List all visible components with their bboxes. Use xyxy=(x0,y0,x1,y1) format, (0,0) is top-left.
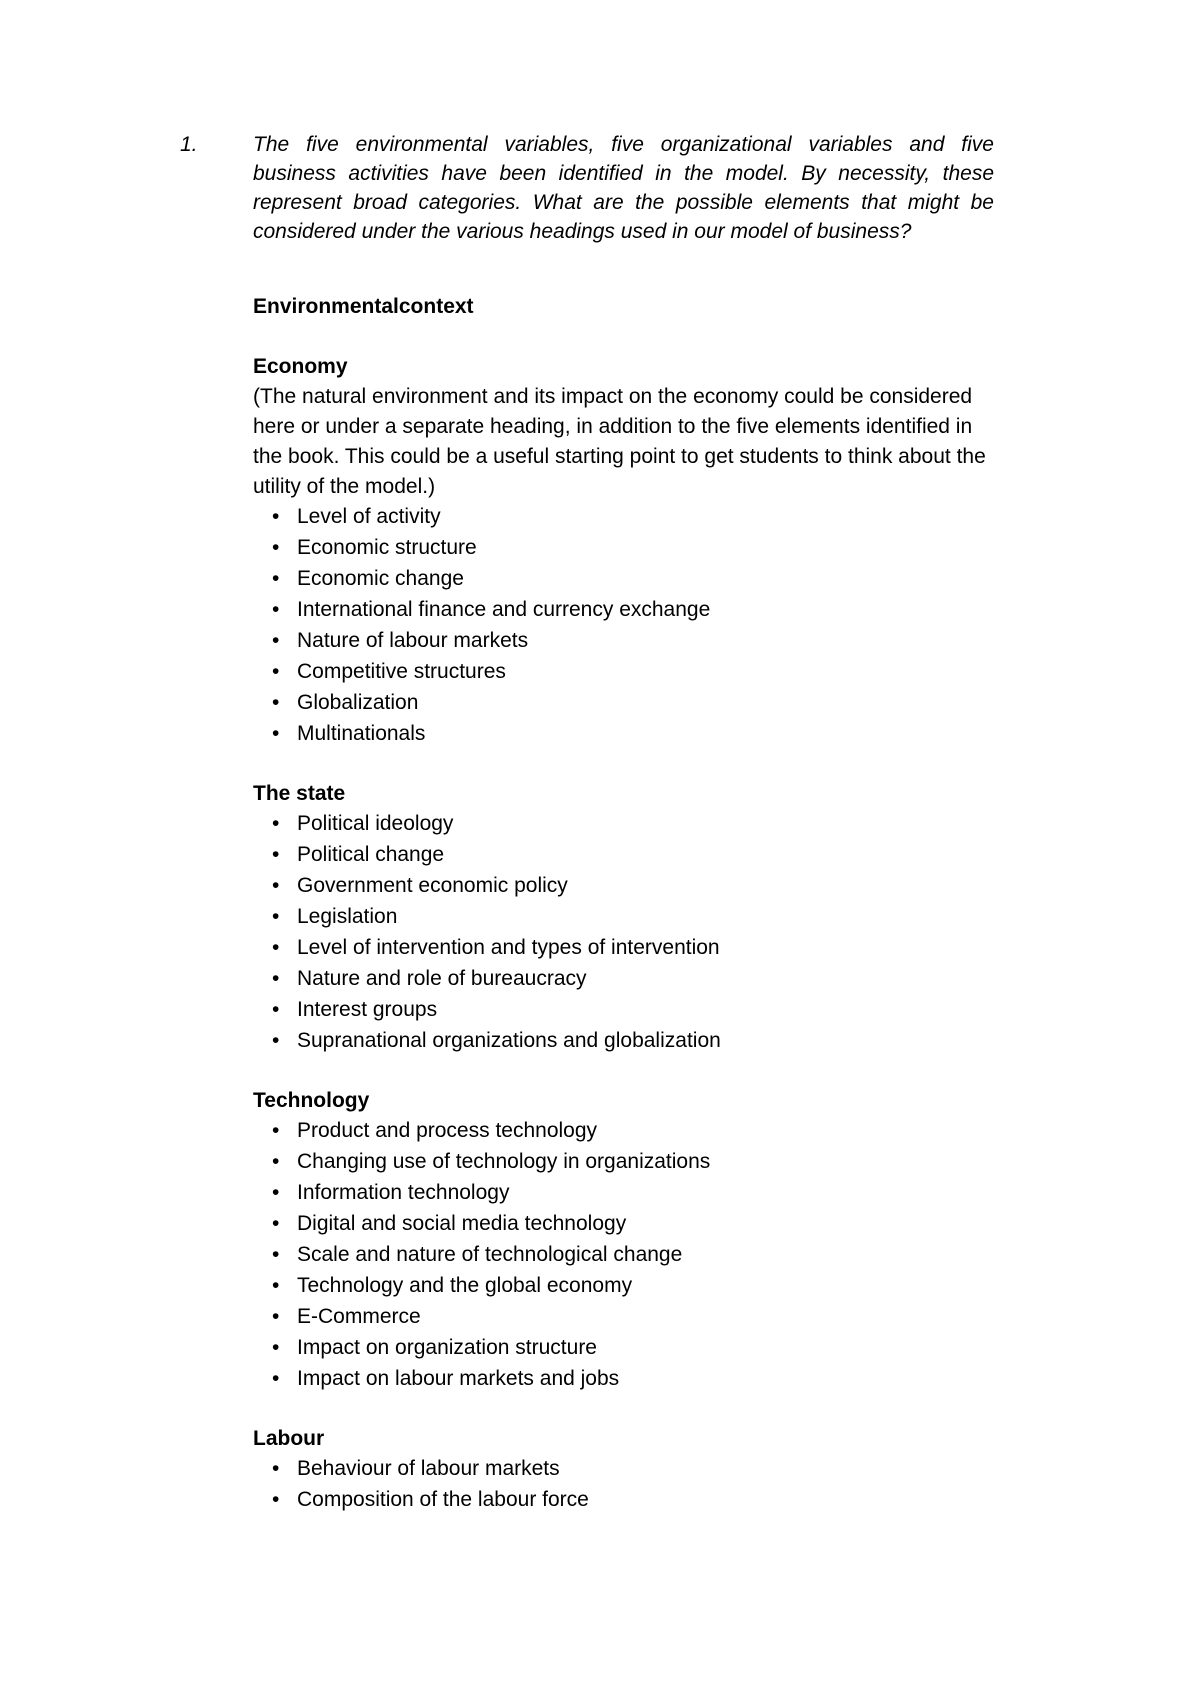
list-item xyxy=(253,1333,994,1363)
list-item xyxy=(253,1485,994,1515)
section-technology xyxy=(253,1086,994,1394)
section-the-state xyxy=(253,779,994,1056)
list-item-text: Technology and the global economy xyxy=(297,1274,633,1297)
bullet-icon: • xyxy=(272,1029,280,1052)
list-item xyxy=(253,1116,994,1146)
heading-environmental-context: Environmentalcontext xyxy=(253,295,474,318)
bullet-icon: • xyxy=(272,691,280,714)
list-item xyxy=(253,595,994,625)
list-item xyxy=(253,1209,994,1239)
list-item xyxy=(253,809,994,839)
list-item-text: Competitive structures xyxy=(297,660,506,683)
list-item-text: Legislation xyxy=(297,905,398,928)
list-item-text: Multinationals xyxy=(297,722,426,745)
bullet-icon: • xyxy=(272,1243,280,1266)
economy-note: (The natural environment and its impact on the economy could be considered here or under a separate heading, in addition to the five elements identified in the book. This could be a useful starting point to get students to think about the utility of the model.) xyxy=(253,385,986,498)
list-item-text: Changing use of technology in organizations xyxy=(297,1150,711,1173)
list-item xyxy=(253,564,994,594)
bullet-icon: • xyxy=(272,1150,280,1173)
list-item-text: Level of intervention and types of intervention xyxy=(297,936,720,959)
heading-technology: Technology xyxy=(253,1089,370,1112)
list-item xyxy=(253,964,994,994)
list-item xyxy=(253,657,994,687)
list-item xyxy=(253,502,994,532)
economy-list xyxy=(253,502,994,749)
bullet-icon: • xyxy=(272,1119,280,1142)
bullet-icon: • xyxy=(272,1457,280,1480)
list-item-text: Information technology xyxy=(297,1181,510,1204)
list-item-text: Impact on organization structure xyxy=(297,1336,597,1359)
bullet-icon: • xyxy=(272,998,280,1021)
list-item xyxy=(253,871,994,901)
bullet-icon: • xyxy=(272,1274,280,1297)
list-item xyxy=(253,533,994,563)
bullet-icon: • xyxy=(272,843,280,866)
list-item xyxy=(253,902,994,932)
list-item xyxy=(253,995,994,1025)
heading-the-state: The state xyxy=(253,782,346,805)
bullet-icon: • xyxy=(272,874,280,897)
list-item-text: Digital and social media technology xyxy=(297,1212,627,1235)
bullet-icon: • xyxy=(272,629,280,652)
bullet-icon: • xyxy=(272,660,280,683)
list-item-text: Economic structure xyxy=(297,536,477,559)
list-item xyxy=(253,1147,994,1177)
bullet-icon: • xyxy=(272,1212,280,1235)
question-text: The five environmental variables, five organizational variables and five business activities have been identified in the model. By necessity, these represent broad categories. What are the possible elements that might be considered under the various headings used in our model of business? xyxy=(253,133,994,243)
bullet-icon: • xyxy=(272,812,280,835)
bullet-icon: • xyxy=(272,598,280,621)
list-item xyxy=(253,1240,994,1270)
bullet-icon: • xyxy=(272,1181,280,1204)
bullet-icon: • xyxy=(272,722,280,745)
list-item-text: Interest groups xyxy=(297,998,438,1021)
list-item xyxy=(253,1302,994,1332)
list-item-text: Impact on labour markets and jobs xyxy=(297,1367,620,1390)
labour-list xyxy=(253,1454,994,1515)
list-item-text: Level of activity xyxy=(297,505,441,528)
bullet-icon: • xyxy=(272,536,280,559)
list-item xyxy=(253,1454,994,1484)
section-economy xyxy=(253,352,994,749)
list-item xyxy=(253,1026,994,1056)
list-item xyxy=(253,1271,994,1301)
list-item xyxy=(253,933,994,963)
list-item-text: Political change xyxy=(297,843,445,866)
list-item xyxy=(253,1178,994,1208)
question-number: 1. xyxy=(180,133,198,156)
list-item-text: Scale and nature of technological change xyxy=(297,1243,683,1266)
list-item-text: Government economic policy xyxy=(297,874,568,897)
section-labour xyxy=(253,1424,994,1515)
heading-economy: Economy xyxy=(253,355,348,378)
list-item-text: Nature of labour markets xyxy=(297,629,529,652)
bullet-icon: • xyxy=(272,1367,280,1390)
list-item-text: Globalization xyxy=(297,691,419,714)
list-item-text: Product and process technology xyxy=(297,1119,598,1142)
list-item xyxy=(253,688,994,718)
bullet-icon: • xyxy=(272,505,280,528)
bullet-icon: • xyxy=(272,936,280,959)
bullet-icon: • xyxy=(272,1336,280,1359)
list-item xyxy=(253,840,994,870)
technology-list xyxy=(253,1116,994,1394)
list-item-text: Composition of the labour force xyxy=(297,1488,589,1511)
list-item xyxy=(253,1364,994,1394)
bullet-icon: • xyxy=(272,967,280,990)
list-item-text: E-Commerce xyxy=(297,1305,421,1328)
the-state-list xyxy=(253,809,994,1056)
heading-labour: Labour xyxy=(253,1427,325,1450)
list-item-text: Behaviour of labour markets xyxy=(297,1457,560,1480)
bullet-icon: • xyxy=(272,1305,280,1328)
list-item-text: Political ideology xyxy=(297,812,454,835)
list-item-text: International finance and currency exchange xyxy=(297,598,711,621)
list-item-text: Economic change xyxy=(297,567,464,590)
list-item-text: Nature and role of bureaucracy xyxy=(297,967,587,990)
bullet-icon: • xyxy=(272,905,280,928)
question-block xyxy=(180,130,994,246)
list-item xyxy=(253,626,994,656)
bullet-icon: • xyxy=(272,567,280,590)
list-item xyxy=(253,719,994,749)
list-item-text: Supranational organizations and globalization xyxy=(297,1029,721,1052)
bullet-icon: • xyxy=(272,1488,280,1511)
